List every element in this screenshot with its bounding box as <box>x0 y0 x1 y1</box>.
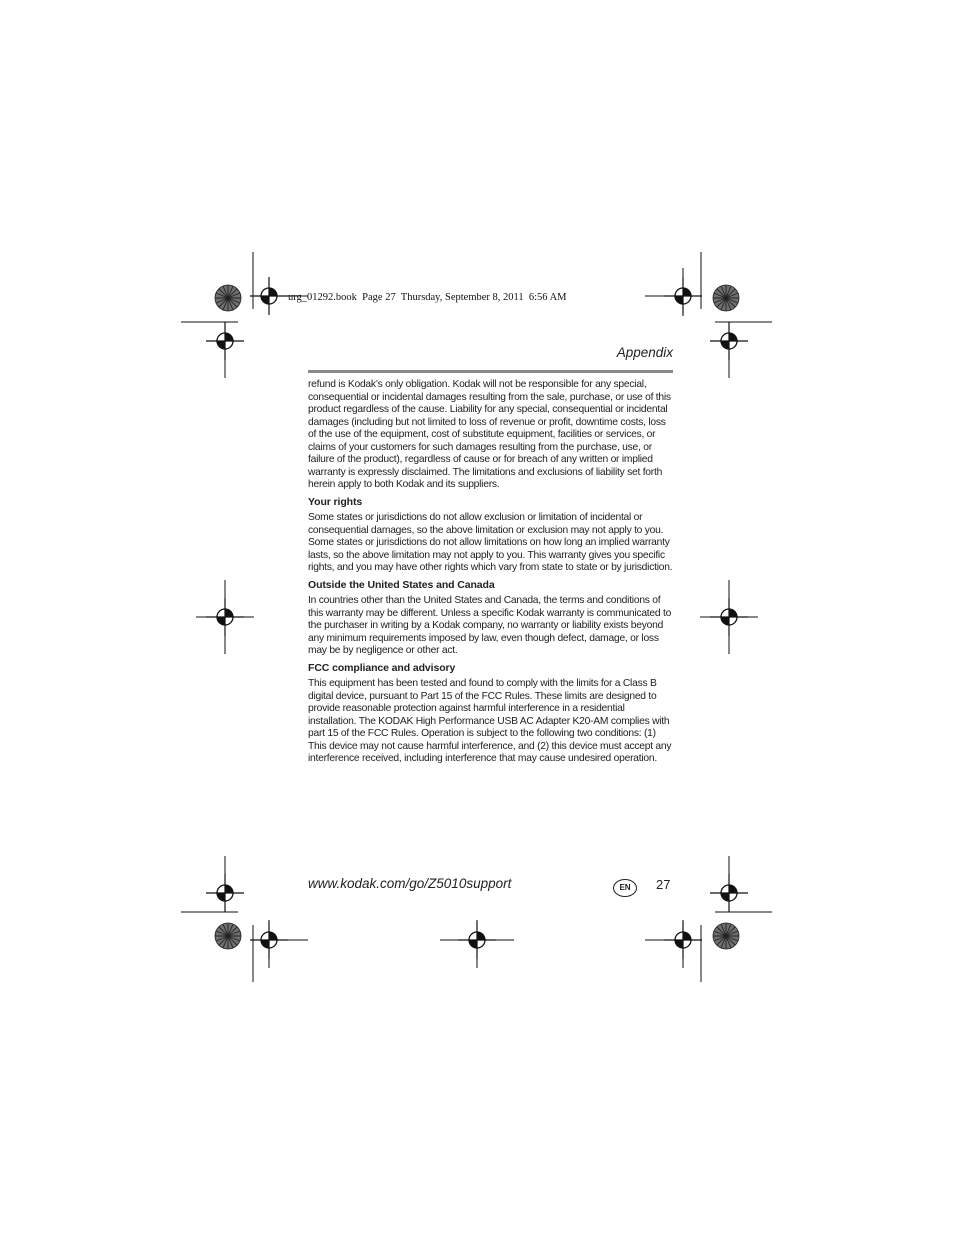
intro-paragraph: refund is Kodak’s only obligation. Kodak will not be responsible for any special, consequential or incidental damages resulting from the sale, purchase, or use of this product regardless of the cause. Liability for any special, consequential or incidental damages (including but not limited to loss of revenue or profit, downtime costs, loss of the use of the equipment, cost of substitute equipment, facilities or services, or claims of your customers for such damages resulting from the purchase, use, or failure of the product), regardless of cause or for breach of any written or implied warranty is expressly disclaimed. The limitations and exclusions of liability set forth herein apply to both Kodak and its suppliers. <box>308 379 671 490</box>
outside-us-canada-body: In countries other than the United States and Canada, the terms and conditions of this warranty may be different. Unless a specific Kodak warranty is communicated to the purchaser in writing by a Kodak company, no warranty or liability exists beyond any minimum requirements imposed by law, even though defect, damage, or loss may be by negligence or other act. <box>308 595 672 656</box>
header-rule <box>308 370 673 373</box>
outside-us-canada-heading: Outside the United States and Canada <box>308 578 495 591</box>
your-rights-body: Some states or jurisdictions do not allow exclusion or limitation of incidental or consequential damages, so the above limitation or exclusion may not apply to you. Some states or jurisdictions do not allow limitations on how long an implied warranty lasts, so the above limitation may not apply to you. This warranty gives you specific rights, and you may have other rights which vary from state to state or by jurisdiction. <box>308 512 673 573</box>
print-header: urg_01292.book Page 27 Thursday, September 8, 2011 6:56 AM <box>288 292 567 303</box>
your-rights-heading: Your rights <box>308 495 363 508</box>
section-title: Appendix <box>616 345 673 360</box>
fcc-body: This equipment has been tested and found to comply with the limits for a Class B digital device, pursuant to Part 15 of the FCC Rules. These limits are designed to provide reasonable protection against harmful interference in a residential installation. The KODAK High Performance USB AC Adapter K20-AM complies with part 15 of the FCC Rules. Operation is subject to the following two conditions: (1) This device may not cause harmful interference, and (2) this device must accept any interference received, including interference that may cause undesired operation. <box>308 678 672 764</box>
language-badge: EN <box>613 879 637 897</box>
page-content <box>308 379 673 770</box>
page-number: 27 <box>656 877 671 892</box>
fcc-heading: FCC compliance and advisory <box>308 661 456 674</box>
support-url[interactable]: www.kodak.com/go/Z5010support <box>308 876 512 891</box>
